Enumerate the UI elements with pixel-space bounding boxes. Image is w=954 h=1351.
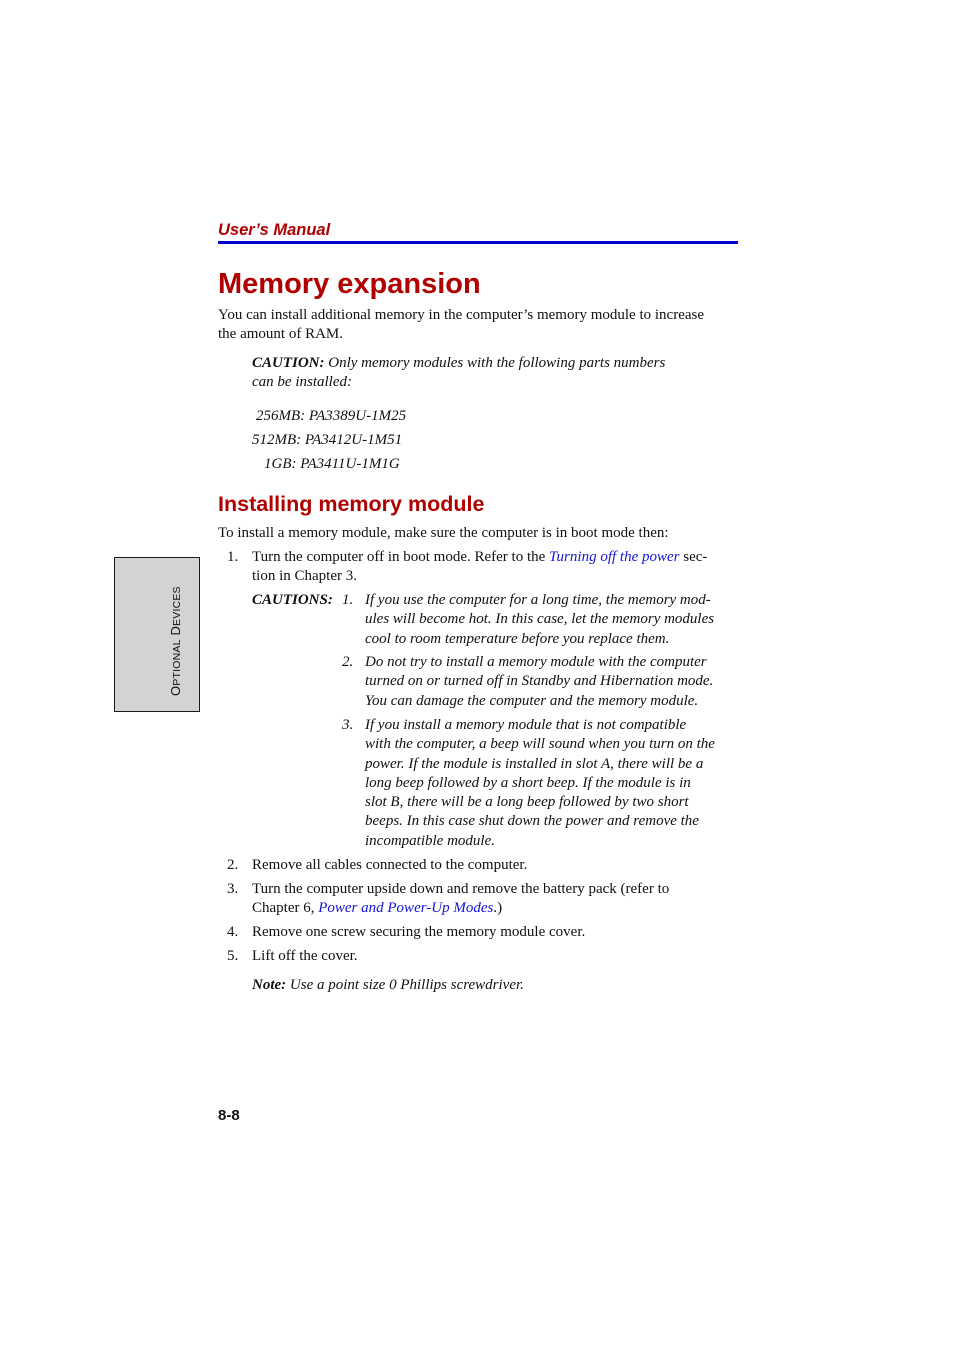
side-tab-label (168, 586, 183, 696)
step-1-number: 1. (227, 549, 239, 565)
step-4-number: 4. (227, 924, 239, 940)
power-modes-link[interactable]: Power and Power-Up Modes (318, 900, 494, 917)
page-number: 8-8 (218, 1107, 240, 1124)
caution-3-line: If you install a memory module that is not compatible (365, 717, 687, 733)
note (252, 976, 524, 995)
caution-1-line: If you use the computer for a long time, the memory mod- (365, 592, 711, 608)
step-1-text: Turn the computer off in boot mode. Refer to the (252, 549, 550, 565)
step-5-number: 5. (227, 948, 239, 964)
side-tab-small: PTIONAL (171, 639, 183, 686)
side-tab-small: EVICES (171, 586, 183, 626)
caution-1-line: cool to room temperature before you replace them. (365, 630, 670, 647)
caution-3-line: power. If the module is installed in slot A, there will be a (365, 755, 704, 772)
step-2-number: 2. (227, 857, 239, 873)
part-number-512mb: 512MB: PA3412U-1M51 (252, 432, 403, 448)
running-header: User’s Manual (218, 221, 331, 239)
step-1 (252, 548, 742, 587)
step-3-text: Chapter 6, (252, 900, 319, 917)
part-number-1gb: 1GB: PA3411U-1M1G (264, 456, 400, 472)
step-1-text-end: sec- (679, 549, 708, 565)
step-4-text: Remove one screw securing the memory module cover. (252, 924, 586, 940)
cautions-label: CAUTIONS: (252, 592, 333, 608)
caution-2-line: turned on or turned off in Standby and Hibernation mode. (365, 673, 714, 690)
subsection-intro: To install a memory module, make sure the computer is in boot mode then: (218, 525, 669, 541)
side-tab-cap: O (168, 685, 183, 696)
caution-text-1: Only memory modules with the following parts numbers (328, 355, 666, 371)
caution-2-line: You can damage the computer and the memory module. (365, 692, 699, 709)
note-label: Note: (252, 977, 287, 993)
caution-2-line: Do not try to install a memory module with the computer (365, 654, 707, 670)
intro-line-1: You can install additional memory in the computer’s memory module to increase (218, 307, 705, 323)
subsection-title: Installing memory module (218, 492, 485, 516)
note-text: Use a point size 0 Phillips screwdriver. (289, 977, 524, 993)
part-number-256mb: 256MB: PA3389U-1M25 (256, 408, 407, 424)
step-3 (252, 880, 669, 919)
caution-3-text (365, 716, 715, 851)
caution-3-line: slot B, there will be a long beep followed by two short (365, 794, 689, 811)
caution-3-number: 3. (342, 717, 354, 733)
intro-line-2: the amount of RAM. (218, 326, 343, 343)
section-title: Memory expansion (218, 268, 481, 300)
caution-1-line: ules will become hot. In this case, let the memory modules (365, 611, 715, 628)
turning-off-power-link[interactable]: Turning off the power (549, 549, 680, 565)
step-5-text: Lift off the cover. (252, 948, 358, 964)
chapter-side-tab (114, 557, 200, 712)
intro-paragraph (218, 306, 704, 345)
caution-2-number: 2. (342, 654, 354, 670)
caution-3-line: incompatible module. (365, 832, 495, 849)
caution-1-number: 1. (342, 592, 354, 608)
side-tab-cap: D (168, 625, 183, 636)
caution-1-text (365, 591, 714, 649)
caution-block (252, 354, 665, 393)
caution-3-line: beeps. In this case shut down the power and remove the (365, 813, 699, 830)
step-3-text-end: .) (493, 900, 503, 917)
step-3-number: 3. (227, 881, 239, 897)
step-3-line-1: Turn the computer upside down and remove the battery pack (refer to (252, 881, 670, 897)
step-1-line-2: tion in Chapter 3. (252, 568, 357, 585)
header-rule (218, 241, 738, 244)
caution-label: CAUTION: (252, 355, 325, 371)
step-2-text: Remove all cables connected to the computer. (252, 857, 528, 873)
caution-3-line: with the computer, a beep will sound when you turn on the (365, 736, 715, 753)
caution-2-text (365, 653, 713, 711)
caution-3-line: long beep followed by a short beep. If the module is in (365, 774, 691, 791)
caution-text-2: can be installed: (252, 374, 352, 391)
